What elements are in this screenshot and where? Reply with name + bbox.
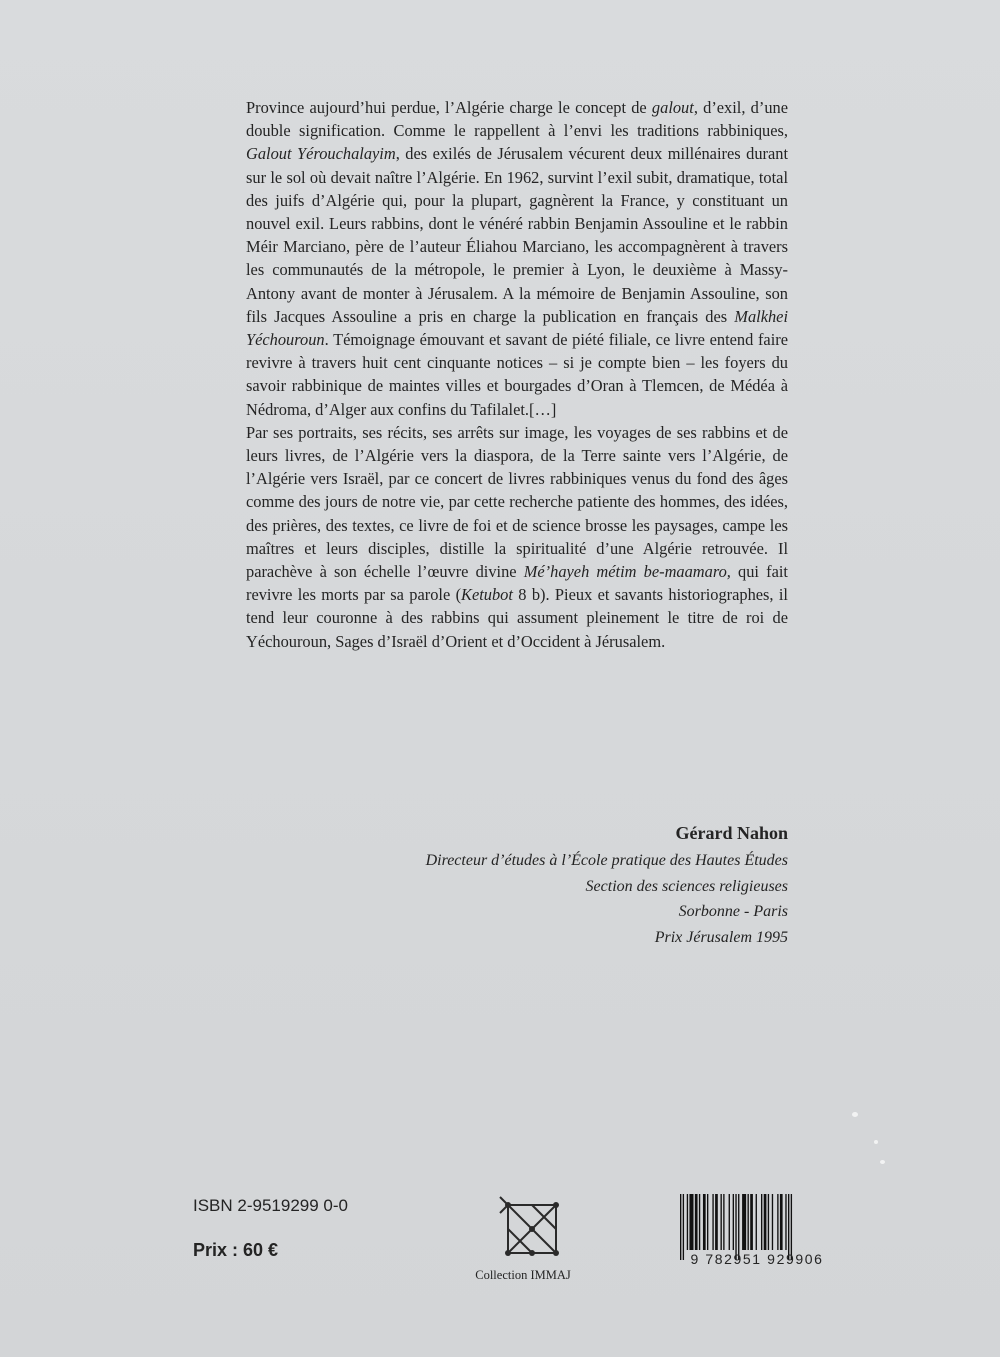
isbn: ISBN 2-9519299 0-0 <box>193 1196 348 1215</box>
author-name: Gérard Nahon <box>675 823 788 843</box>
signature-block <box>268 820 788 950</box>
price: Prix : 60 € <box>193 1240 279 1260</box>
italic-term: Mé’hayeh métim be-maamaro, <box>523 562 731 582</box>
author-title: Directeur d’études à l’École pratique des Hautes Études <box>425 852 788 869</box>
author-award: Prix Jérusalem 1995 <box>654 928 788 946</box>
text-run: qui fait revivre les morts par sa parole ( <box>246 562 788 605</box>
collection-label: Collection IMMAJ <box>475 1268 571 1282</box>
text-run: , des exilés de Jérusalem vécurent deux millénaires durant sur le sol où devait naître l’Algérie. En 1962, survint l’exil subit, dramatique, total des juifs d’Algérie qui, pour la plupart, gagnèrent la France, y constituant un nouvel exil. Leurs rabbins, dont le vénéré rabbin Benjamin Assouline et le rabbin Méir Marciano, père de l’auteur Éliahou Marciano, les accompagnèrent à travers les communautés de la métropole, le premier à Lyon, le deuxième à Massy-Antony avant de monter à Jérusalem. A la mémoire de Benjamin Assouline, son fils Jacques Assouline a pris en charge la publication en français des <box>246 144 788 326</box>
text-run: 8 b). Pieux et savants historiographes, il tend leur couronne à des rabbins qui assument pleinement le titre de roi de Yéchouroun, Sages d’Israël d’Orient et d’Occident à Jérusalem. <box>246 585 788 651</box>
author-location: Sorbonne - Paris <box>678 903 788 920</box>
paper-speck <box>874 1140 878 1144</box>
text-run: , d’exil, d’une double signification. Comme le rappellent à l’envi les traditions rabbiniques, <box>246 98 788 141</box>
italic-term: Malkhei Yéchouroun <box>246 306 788 350</box>
barcode-number: 9 782951 929906 <box>690 1251 824 1267</box>
immaj-logo-icon <box>496 1193 566 1263</box>
paper-speck <box>852 1112 858 1117</box>
blurb-paragraph-1 <box>246 96 788 421</box>
italic-term: galout <box>651 98 694 117</box>
italic-term: Galout Yérouchalayim <box>246 144 396 164</box>
text-run: Par ses portraits, ses récits, ses arrêts sur image, les voyages de ses rabbins et de leurs livres, de l’Algérie vers la diaspora, de la Terre sainte vers l’Algérie, de l’Algérie vers Israël, par ce concert de livres rabbiniques venus du fond des âges comme des jours de notre vie, par cette recherche patiente des hommes, des idées, des prières, des textes, ce livre de foi et de science brosse les paysages, campe les maîtres et leurs disciples, distille la spiritualité d’une Algérie retrouvée. Il parachève à son échelle l’œuvre divine <box>246 422 788 582</box>
paper-speck <box>880 1160 885 1164</box>
author-section: Section des sciences religieuses <box>585 877 788 895</box>
text-run: Province aujourd’hui perdue, l’Algérie charge le concept de <box>246 98 652 117</box>
text-run: . Témoignage émouvant et savant de piété filiale, ce livre entend faire revivre à travers huit cent cinquante notices – si je compte bien – les foyers du savoir rabbinique de maintes villes et bourgades d’Oran à Tlemcen, de Médéa à Nédroma, d’Alger aux confins du Tafilalet.[…] <box>246 330 788 419</box>
italic-term: Ketubot <box>461 585 513 605</box>
blurb-text <box>246 96 788 653</box>
blurb-paragraph-2 <box>246 421 788 653</box>
